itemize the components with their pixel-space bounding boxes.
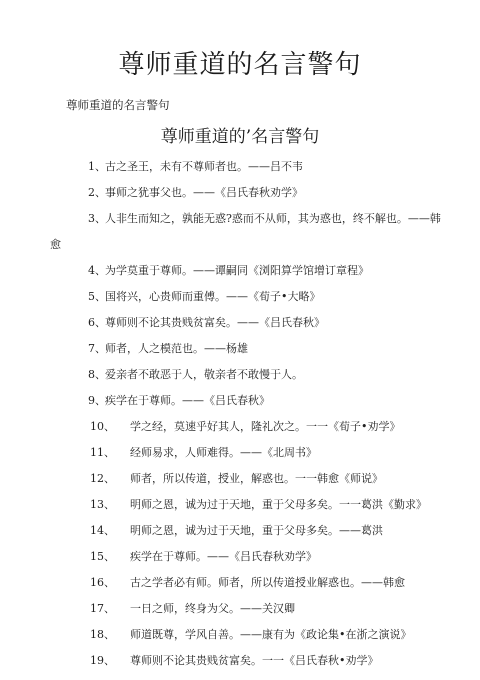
quote-number: 6、 [88, 316, 106, 329]
quote-text: 一日之师，终身为父。——关汉卿 [130, 602, 295, 615]
quote-number: 15、 [90, 550, 115, 563]
quote-number: 1、 [88, 160, 106, 173]
list-item [0, 472, 480, 498]
quote-text: 爱亲者不敢恶于人，敬亲者不敢慢于人。 [105, 368, 303, 381]
list-item [0, 654, 480, 680]
list-item [0, 446, 480, 472]
quote-number: 8、 [88, 368, 106, 381]
quote-text: 事师之犹事父也。——《吕氏春秋劝学》 [105, 186, 303, 199]
list-item [0, 498, 480, 524]
list-item [0, 394, 480, 420]
list-item [0, 420, 480, 446]
quote-text: 人非生而知之，孰能无惑?惑而不从师，其为惑也，终不解也。——韩 [105, 212, 441, 225]
section-label: 尊师重道的名言警句 [66, 98, 170, 112]
quote-number: 11、 [90, 446, 115, 459]
list-item [0, 186, 480, 212]
quote-text: 师者，人之模范也。——杨雄 [105, 342, 248, 355]
quote-text: 经师易求，人师难得。——《北周书》 [130, 446, 317, 459]
quote-text-continued: 愈 [50, 238, 61, 251]
quote-text: 学之经，莫速乎好其人，隆礼次之。一一《荀子•劝学》 [130, 420, 401, 433]
quote-number: 7、 [88, 342, 106, 355]
section-title: 尊师重道的’名言警句 [160, 127, 320, 147]
quote-text: 师者，所以传道，授业，解惑也。一一韩愈《师说》 [130, 472, 383, 485]
quote-number: 17、 [90, 602, 115, 615]
quote-text: 国将兴，心贵师而重傅。——《荀子•大略》 [105, 290, 321, 303]
quote-text: 尊师则不论其贵贱贫富矣。——《吕氏春秋》 [105, 316, 325, 329]
quote-number: 10、 [90, 420, 115, 433]
quote-number: 19、 [90, 654, 115, 667]
quote-number: 2、 [88, 186, 106, 199]
quote-number: 13、 [90, 498, 115, 511]
quote-number: 16、 [90, 576, 115, 589]
page-title: 尊师重道的名言警句 [118, 50, 362, 80]
list-item [0, 264, 480, 290]
list-item [0, 550, 480, 576]
quote-text: 师道既尊，学风自善。——康有为《政论集•在浙之演说》 [130, 628, 412, 641]
list-item [0, 628, 480, 654]
quote-text: 为学莫重于尊师。——谭嗣同《浏阳算学馆增订章程》 [105, 264, 369, 277]
quote-list [0, 160, 480, 680]
list-item [0, 342, 480, 368]
quote-number: 4、 [88, 264, 106, 277]
list-item [0, 524, 480, 550]
quote-text: 古之学者必有师。师者，所以传道授业解惑也。——韩愈 [130, 576, 405, 589]
quote-text: 疾学在于尊师。——《吕氏春秋劝学》 [130, 550, 317, 563]
quote-number: 18、 [90, 628, 115, 641]
list-item [0, 368, 480, 394]
quote-text: 尊师则不论其贵贱贫富矣。一一《吕氏春秋•劝学》 [130, 654, 379, 667]
list-item [0, 290, 480, 316]
list-item [0, 160, 480, 186]
list-item [0, 316, 480, 342]
quote-number: 5、 [88, 290, 106, 303]
quote-number: 3、 [88, 212, 106, 225]
quote-text: 疾学在于尊师。——《吕氏春秋》 [105, 394, 270, 407]
quote-text: 古之圣王，未有不尊师者也。——吕不韦 [105, 160, 303, 173]
quote-text: 明师之恩，诚为过于天地，重于父母多矣。——葛洪 [130, 524, 383, 537]
quote-number: 12、 [90, 472, 115, 485]
quote-number: 9、 [88, 394, 106, 407]
quote-text: 明师之恩，诚为过于天地，重于父母多矣。一一葛洪《勤求》 [130, 498, 427, 511]
list-item [0, 602, 480, 628]
quote-number: 14、 [90, 524, 115, 537]
list-item [0, 576, 480, 602]
list-item [0, 212, 480, 264]
